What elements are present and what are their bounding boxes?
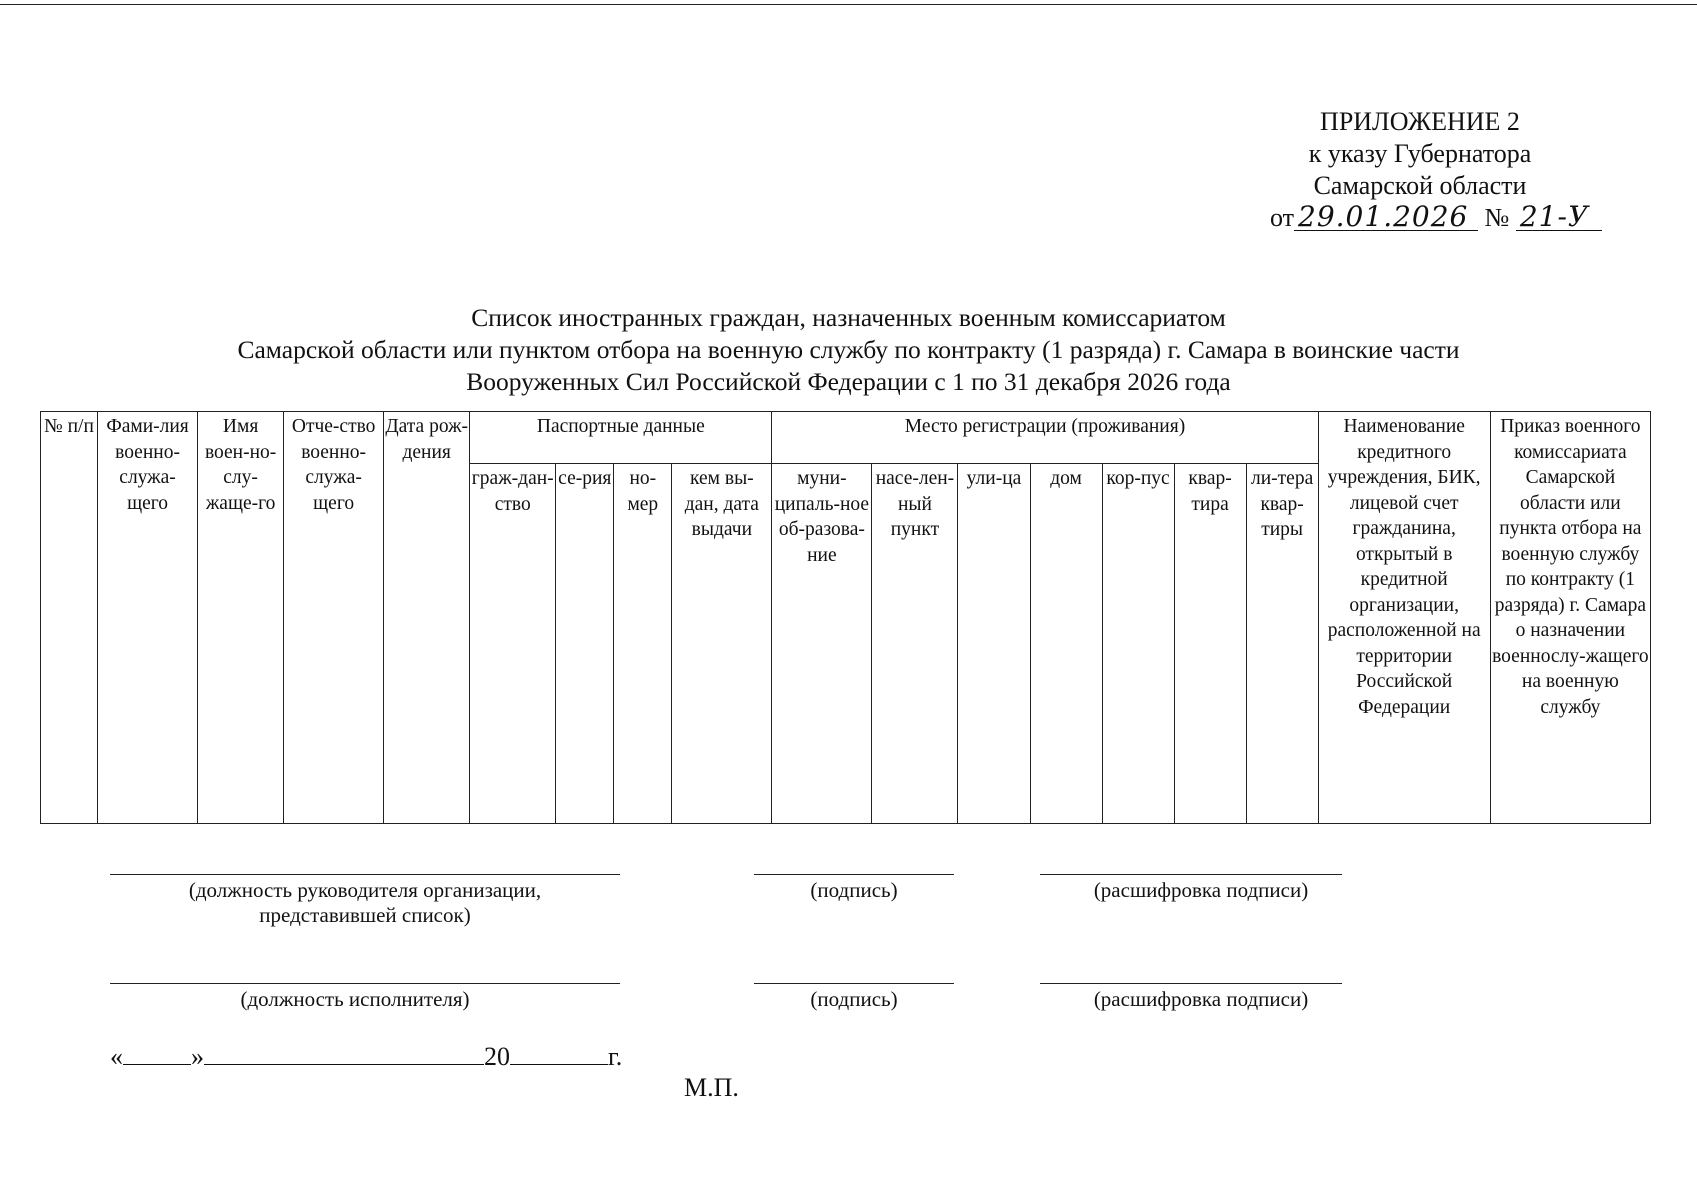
date-open-quote: « (110, 1042, 123, 1071)
day-blank (123, 1040, 191, 1065)
executor-position-caption: (должность исполнителя) (240, 987, 470, 1011)
col-bank-header: Наименование кредитного учреждения, БИК, лицевой счет гражданина, открытый в кредитной организации, расположенной на территории Российской Федерации (1318, 412, 1490, 824)
head-position-line (110, 874, 620, 875)
registration-settlement-header: насе-лен-ный пункт (872, 464, 958, 824)
registration-apartment-header: квар-тира (1174, 464, 1246, 824)
appendix-decree: к указу Губернатора (1308, 139, 1532, 168)
year-prefix: 20 (484, 1042, 510, 1071)
col-patronymic-header: Отче-ство военно-служа-щего (284, 412, 384, 824)
head-position-caption-line-1: (должность руководителя организации, (188, 878, 542, 902)
appendix-region: Самарской области (1313, 171, 1527, 200)
handwritten-number: 21-У (1516, 204, 1602, 231)
col-number-header: № п/п (41, 412, 98, 824)
col-name-header: Имя воен-но-слу-жаще-го (198, 412, 284, 824)
registration-apartment-letter-header: ли-тера квар-тиры (1246, 464, 1318, 824)
decoding-caption-2: (расшифровка подписи) (1093, 987, 1309, 1011)
signature-line-1 (754, 874, 954, 875)
date-prefix: от (1270, 203, 1295, 232)
year-suffix: г. (608, 1042, 623, 1071)
appendix-date-number-row (1270, 200, 1590, 234)
title-line-3: Вооруженных Сил Российской Федерации с 1 по 31 декабря 2026 года (466, 367, 1231, 396)
registration-street-header: ули-ца (958, 464, 1030, 824)
head-position-caption-line-2: представившей список) (259, 903, 471, 927)
handwritten-date: 29.01.2026 (1294, 204, 1478, 231)
document-title (40, 302, 1657, 398)
col-order-header: Приказ военного комиссариата Самарской области или пункта отбора на военную службу по контракту (1 разряда) г. Самара о назначении военнослу-жащего на военную службу (1490, 412, 1650, 824)
month-blank (204, 1040, 484, 1065)
passport-group-header: Паспортные данные (470, 412, 772, 464)
decoding-line-1 (1040, 874, 1342, 875)
foreign-citizens-table (40, 411, 1651, 824)
number-prefix: № (1484, 203, 1510, 232)
registration-municipality-header: муни-ципаль-ное об-разова-ние (772, 464, 872, 824)
passport-citizenship-header: граж-дан-ство (470, 464, 556, 824)
registration-house-header: дом (1030, 464, 1102, 824)
decoding-caption-1: (расшифровка подписи) (1093, 878, 1309, 902)
head-position-caption (110, 878, 620, 928)
col-surname-header: Фами-лия военно-служа-щего (98, 412, 198, 824)
title-line-2: Самарской области или пунктом отбора на военную службу по контракту (1 разряда) г. Самара в воинские части (237, 335, 1460, 364)
signature-caption-1: (подпись) (810, 878, 898, 902)
registration-building-header: кор-пус (1102, 464, 1174, 824)
appendix-title: ПРИЛОЖЕНИЕ 2 (1320, 107, 1520, 136)
passport-number-header: но-мер (614, 464, 672, 824)
date-close-quote: » (191, 1042, 204, 1071)
stamp-place-label: М.П. (684, 1073, 739, 1102)
appendix-header (1270, 106, 1590, 234)
passport-series-header: се-рия (556, 464, 614, 824)
title-line-1: Список иностранных граждан, назначенных военным комиссариатом (471, 303, 1226, 332)
signature-line-2 (754, 983, 954, 984)
passport-issued-header: кем вы-дан, дата выдачи (672, 464, 772, 824)
executor-position-line (110, 983, 620, 984)
date-fill-row (110, 1040, 622, 1073)
col-birthdate-header: Дата рож-дения (384, 412, 470, 824)
registration-group-header: Место регистрации (проживания) (772, 412, 1318, 464)
decoding-line-2 (1040, 983, 1342, 984)
top-border-rule (0, 4, 1697, 5)
signature-caption-2: (подпись) (810, 987, 898, 1011)
year-blank (510, 1040, 608, 1065)
table-header-row-1 (41, 412, 1651, 464)
